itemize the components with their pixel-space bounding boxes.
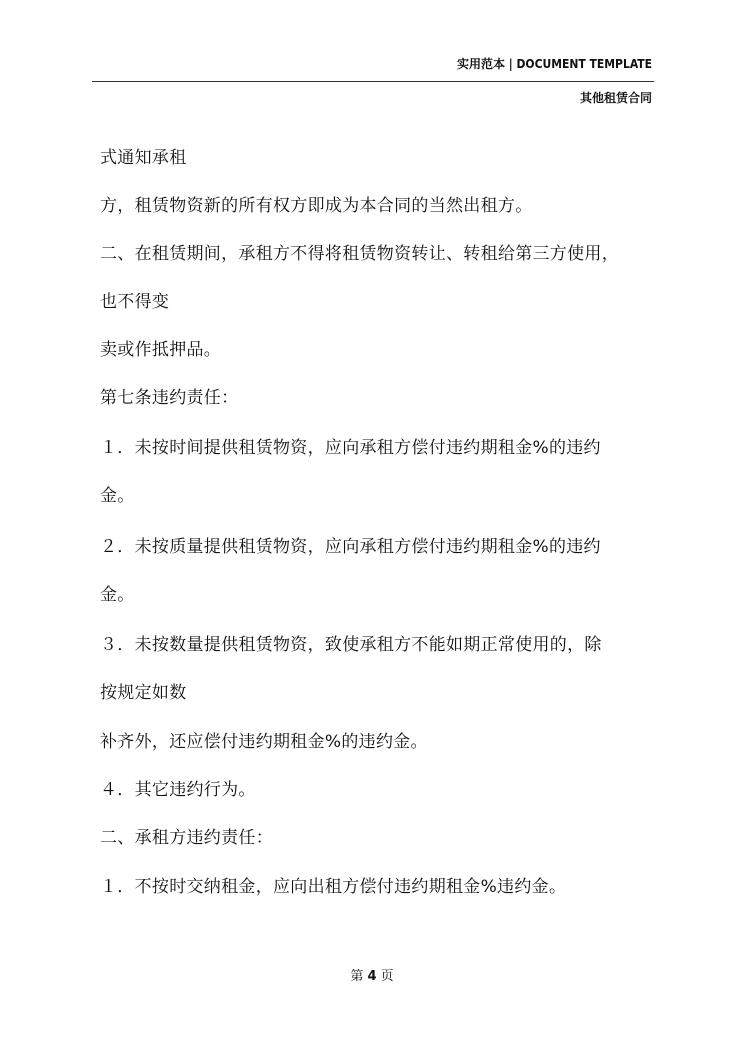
page-number-prefix: 第 — [350, 969, 364, 984]
section-heading: 二、承租方违约责任： — [100, 828, 273, 848]
body-line: 式通知承租 — [100, 148, 187, 168]
body-line: 也不得变 — [100, 292, 170, 312]
body-line: 卖或作抵押品。 — [100, 340, 222, 360]
body-line: ３．未按数量提供租赁物资，致使承租方不能如期正常使用的，除 — [100, 635, 602, 655]
body-line: ４．其它违约行为。 — [100, 780, 256, 800]
body-line: 二、在租赁期间，承租方不得将租赁物资转让、转租给第三方使用， — [100, 244, 619, 264]
body-line: 按规定如数 — [100, 683, 187, 703]
page-number — [0, 965, 744, 984]
page-number-value: 4 — [367, 969, 377, 984]
section-heading: 第七条违约责任： — [100, 388, 239, 408]
body-line: 金。 — [100, 486, 135, 506]
body-line: 补齐外，还应偿付违约期租金%的违约金。 — [100, 732, 428, 752]
body-line: 方，租赁物资新的所有权方即成为本合同的当然出租方。 — [100, 196, 533, 216]
body-line: ２．未按质量提供租赁物资，应向承租方偿付违约期租金%的违约 — [100, 537, 601, 557]
body-line: １．不按时交纳租金，应向出租方偿付违约期租金%违约金。 — [100, 877, 567, 897]
body-line: １．未按时间提供租赁物资，应向承租方偿付违约期租金%的违约 — [100, 438, 601, 458]
body-line: 金。 — [100, 585, 135, 605]
header-document-type: 其他租赁合同 — [579, 91, 652, 105]
header-document-template-label: 实用范本 | DOCUMENT TEMPLATE — [456, 57, 652, 71]
header-divider — [92, 81, 654, 82]
page-number-suffix: 页 — [380, 969, 394, 984]
